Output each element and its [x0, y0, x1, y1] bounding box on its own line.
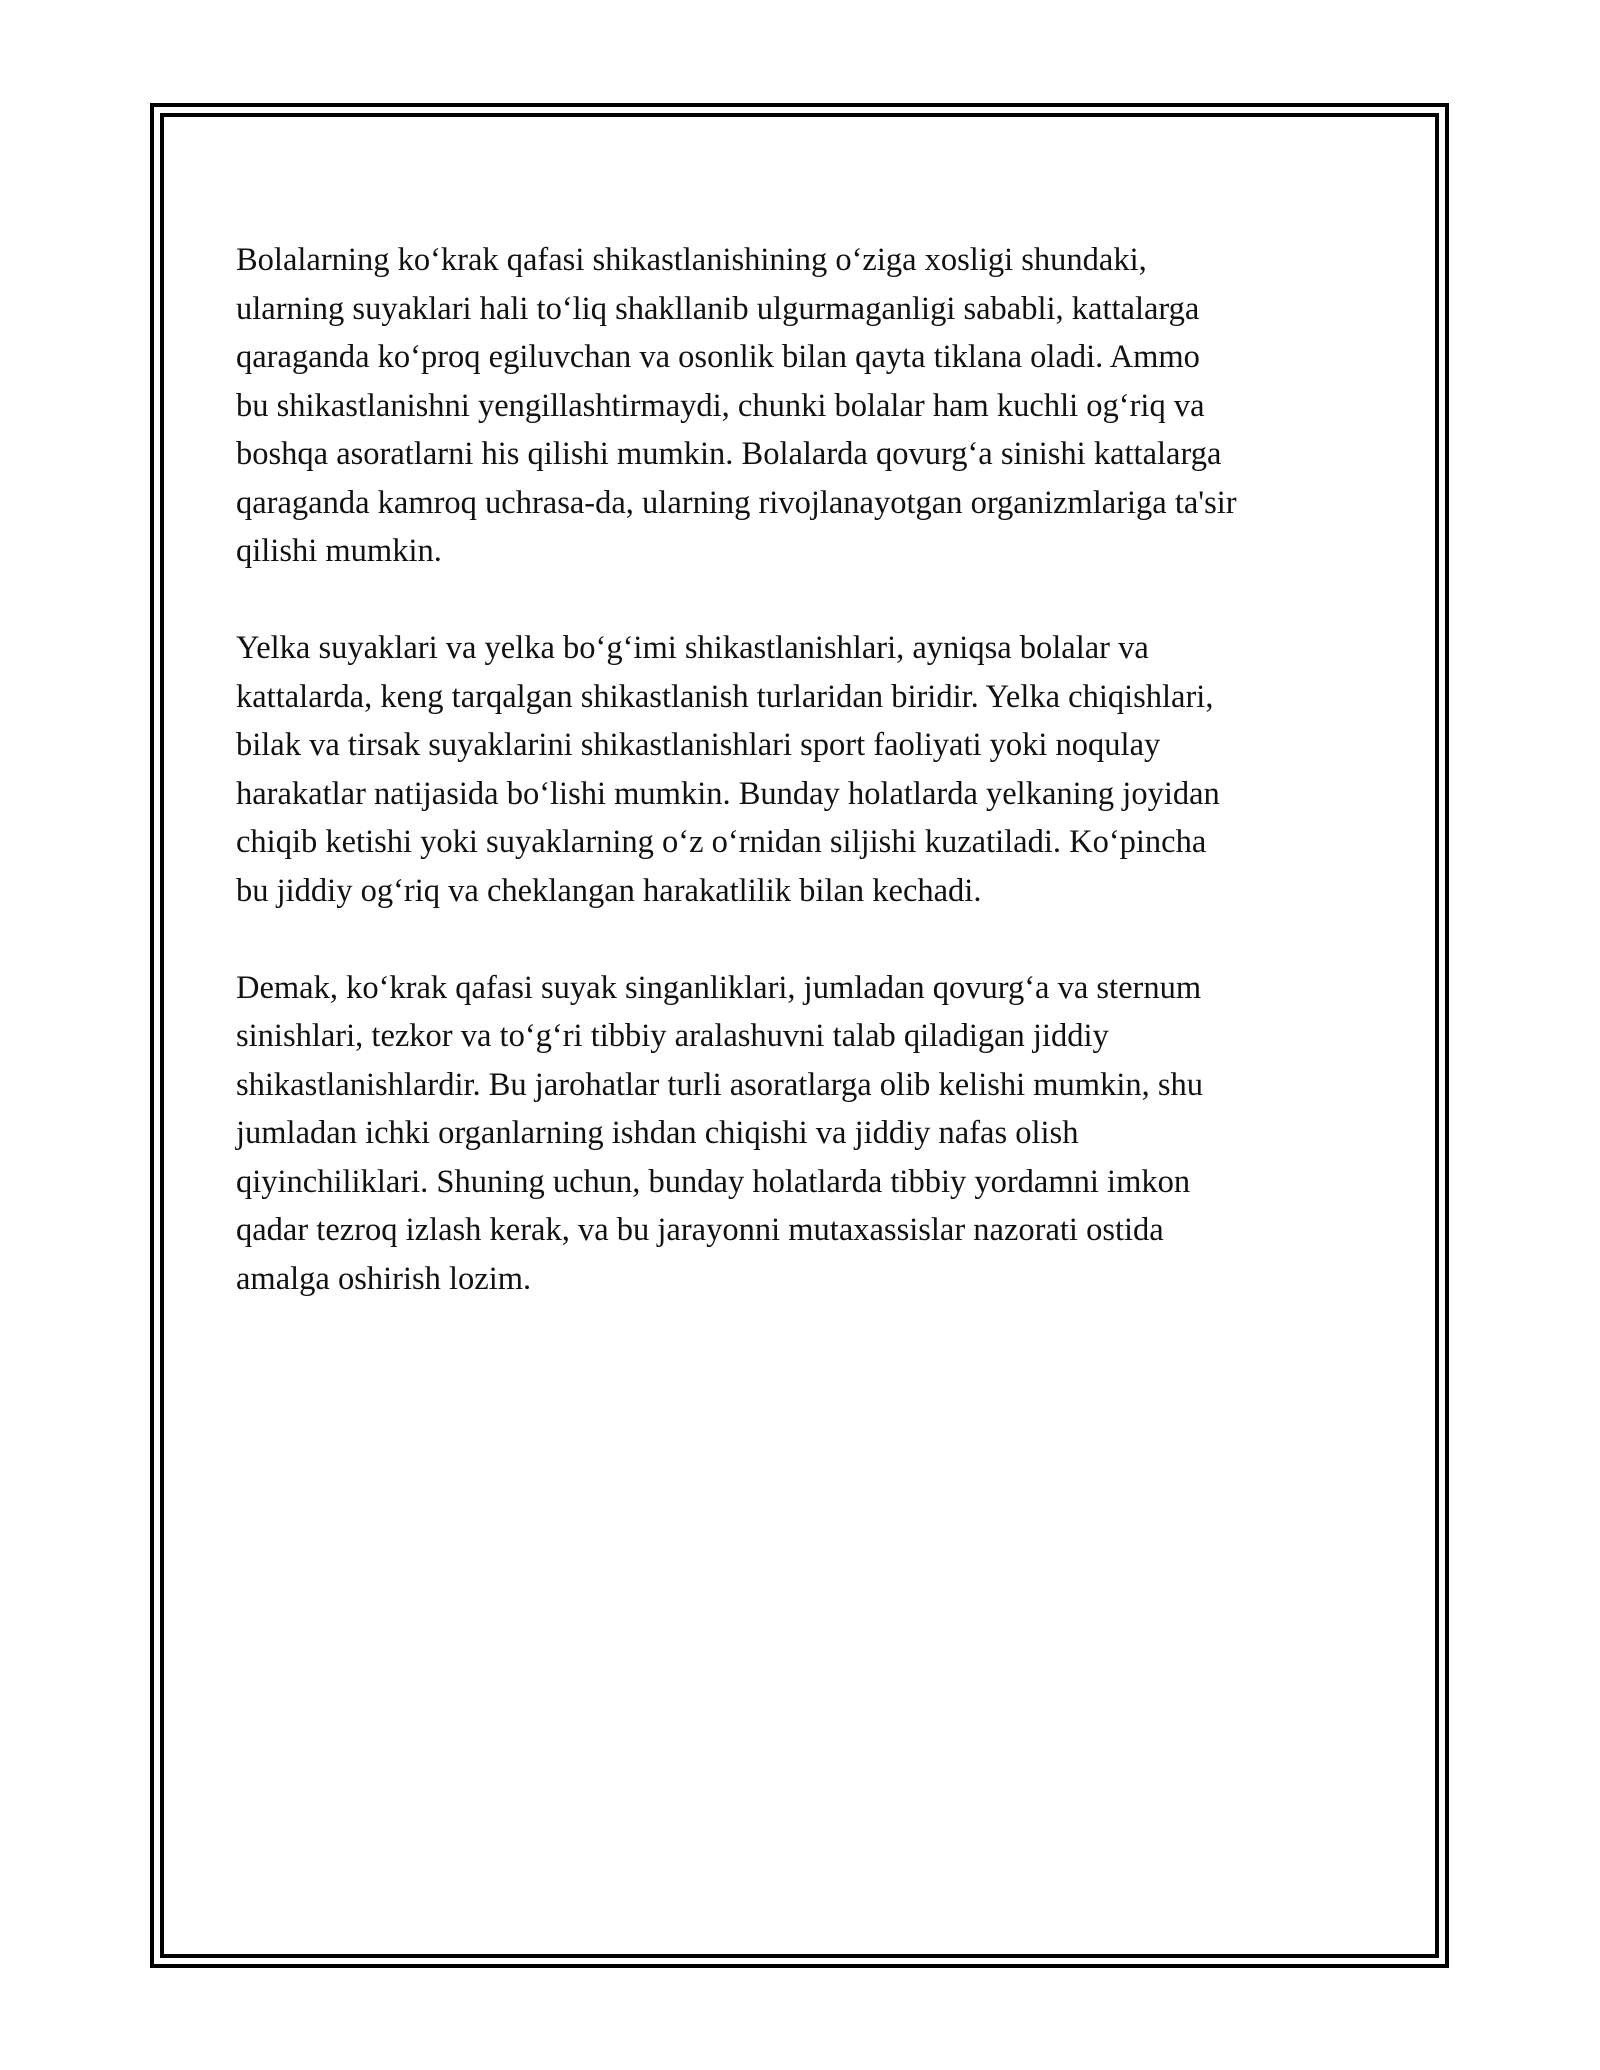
paragraph-shoulder-injury: Yelka suyaklari va yelka bo‘g‘imi shikastlanishlari, ayniqsa bolalar va kattalarda, keng tarqalgan shikastlanish turlaridan biridir. Yelka chiqishlari, bilak va tirsak suyaklarini shikastlanishlari sport faoliyati yoki noqulay harakatlar natijasida bo‘lishi mumkin. Bunday holatlarda yelkaning joyidan chiqib ketishi yoki suyaklarning o‘z o‘rnidan siljishi kuzatiladi. Ko‘pincha bu jiddiy og‘riq va cheklangan harakatlilik bilan kechadi. [236, 630, 1220, 909]
paragraph-conclusion: Demak, ko‘krak qafasi suyak singanliklari, jumladan qovurg‘a va sternum sinishlari, tezkor va to‘g‘ri tibbiy aralashuvni talab qiladigan jiddiy shikastlanishlardir. Bu jarohatlar turli asoratlarga olib kelishi mumkin, shu jumladan ichki organlarning ishdan chiqishi va jiddiy nafas olish qiyinchiliklari. Shuning uchun, bunday holatlarda tibbiy yordamni imkon qadar tezroq izlash kerak, va bu jarayonni mutaxassislar nazorati ostida amalga oshirish lozim. [236, 969, 1204, 1297]
paragraph-children-chest-injury: Bolalarning ko‘krak qafasi shikastlanishining o‘ziga xosligi shundaki, ularning suyaklari hali to‘liq shakllanib ulgurmaganligi sababli, kattalarga qaraganda ko‘proq egiluvchan va osonlik bilan qayta tiklana oladi. Ammo bu shikastlanishni yengillashtirmaydi, chunki bolalar ham kuchli og‘riq va boshqa asoratlarni his qilishi mumkin. Bolalarda qovurg‘a sinishi kattalarga qaraganda kamroq uchrasa-da, ularning rivojlanayotgan organizmlariga ta'sir qilishi mumkin. [236, 242, 1237, 569]
document-body [236, 236, 1386, 1352]
